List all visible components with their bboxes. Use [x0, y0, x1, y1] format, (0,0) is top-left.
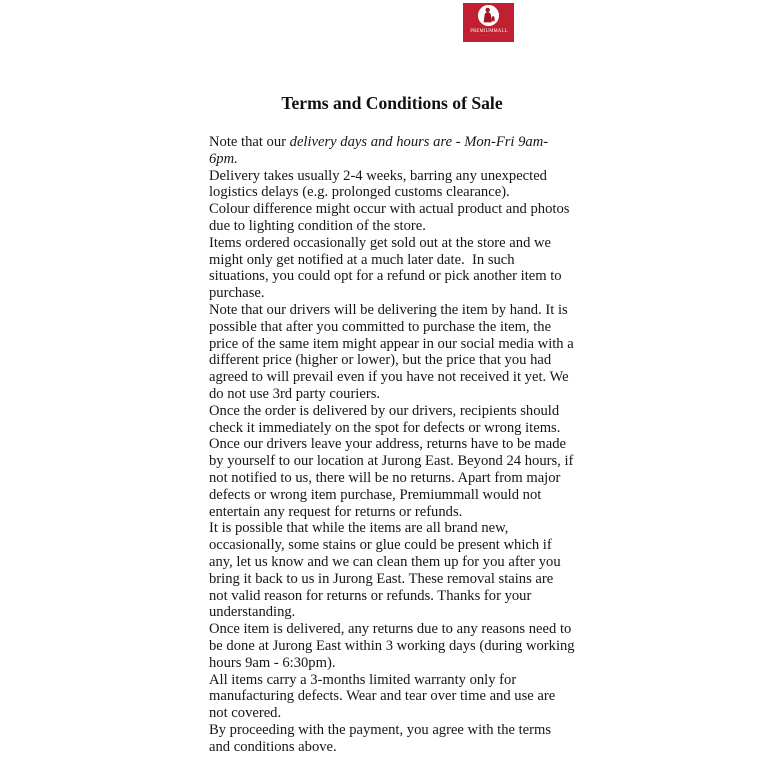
- logo-tagline: · · · · · · · · · ·: [479, 34, 498, 38]
- terms-paragraph: It is possible that while the items are all brand new, occasionally, some stains or glue could be present which if any, let us know and we can clean them up for you after you bring it back to us in Jurong East. These removal stains are not valid reason for returns or refunds. Thanks for your understanding.: [209, 520, 565, 621]
- terms-paragraph: All items carry a 3-months limited warranty only for manufacturing defects. Wear and tear over time and use are not covered.: [209, 671, 559, 722]
- terms-paragraph: Delivery takes usually 2-4 weeks, barring any unexpected logistics delays (e.g. prolonged customs clearance).: [209, 167, 551, 201]
- logo-circle: [478, 5, 499, 26]
- terms-paragraph: Once the order is delivered by our drivers, recipients should check it immediately on the spot for defects or wrong items.: [209, 402, 563, 436]
- terms-paragraph: Colour difference might occur with actual product and photos due to lighting condition of the store.: [209, 201, 574, 234]
- terms-paragraph: Items ordered occasionally get sold out at the store and we might only get notified at a much later date. In such situations, you could opt for a refund or pick another item to purchase.: [209, 234, 566, 302]
- terms-paragraph: Note that our drivers will be delivering the item by hand. It is possible that after you committed to purchase the item, the price of the same item might appear in our social media with a different price (higher or lower), but the price that you had agreed to will prevail even if you have not received it yet. We do not use 3rd party couriers.: [209, 301, 578, 402]
- terms-paragraph: Once item is delivered, any returns due to any reasons need to be done at Jurong East within 3 working days (during working hours 9am - 6:30pm).: [209, 621, 579, 671]
- page-title: Terms and Conditions of Sale: [281, 93, 503, 113]
- terms-content: [209, 92, 579, 755]
- logo-brand-text: PREMIUMMALL: [469, 27, 508, 33]
- intro-paragraph: [209, 134, 575, 168]
- intro-prefix: Note that our: [209, 134, 290, 150]
- intro-italic-text: delivery days and hours are - Mon-Fri 9am-6pm.: [209, 134, 549, 167]
- terms-paragraph: By proceeding with the payment, you agree with the terms and conditions above.: [209, 721, 555, 755]
- shopper-silhouette-icon: [478, 5, 499, 26]
- terms-paragraph: Once our drivers leave your address, returns have to be made by yourself to our location at Jurong East. Beyond 24 hours, if not notified to us, there will be no returns. Apart from major defects or wrong item purchase, Premiummall would not entertain any request for returns or refunds.: [209, 436, 578, 520]
- premiummall-logo: [463, 3, 514, 42]
